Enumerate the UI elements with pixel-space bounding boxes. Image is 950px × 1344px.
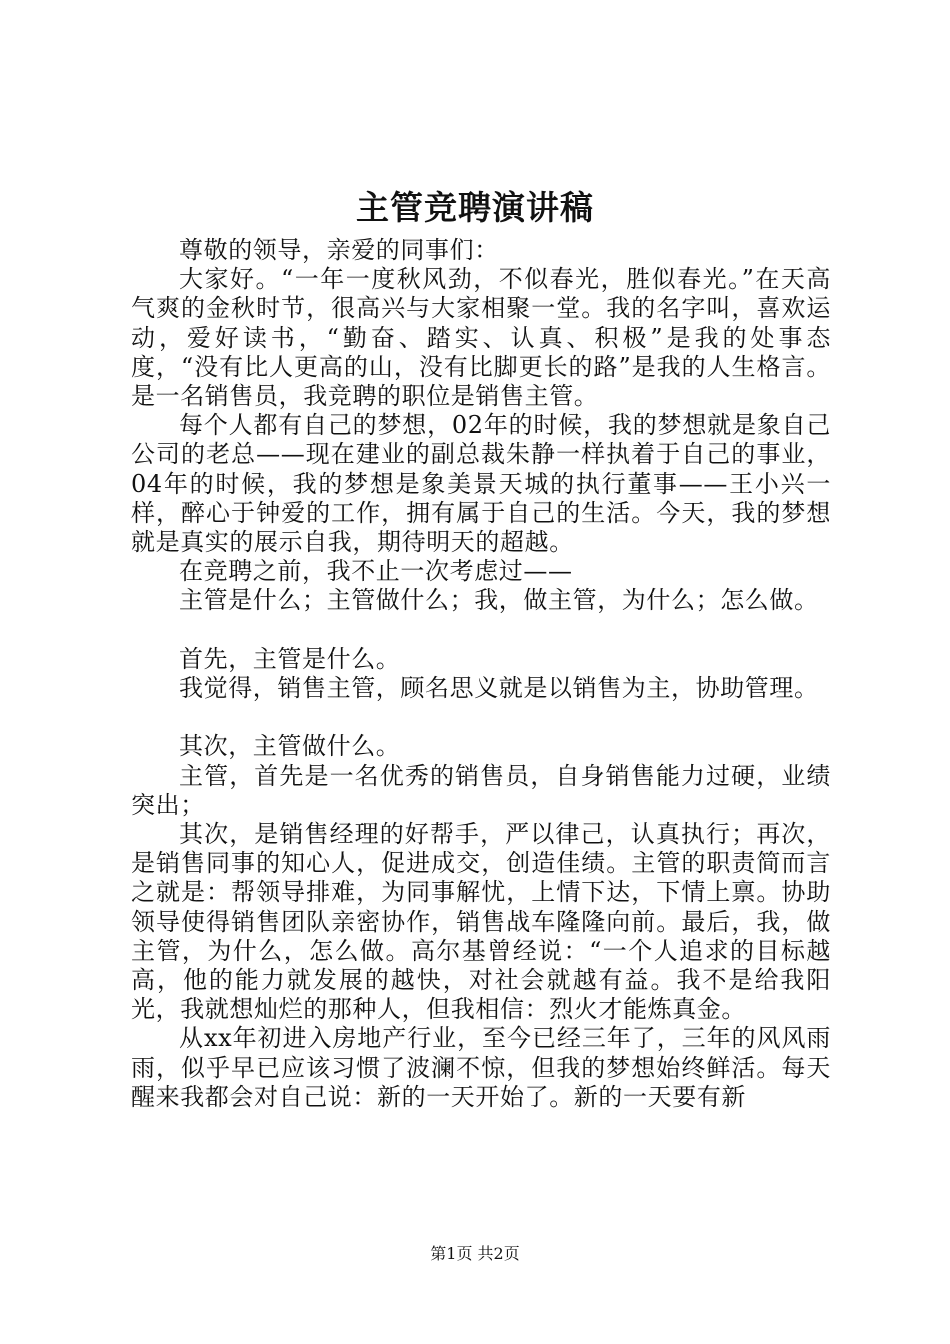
second-point-heading: 其次，主管做什么。 — [179, 732, 401, 761]
duty-paragraph: 主管，首先是一名优秀的销售员，自身销售能力过硬，业绩突出； — [131, 761, 831, 819]
helper-paragraph: 其次，是销售经理的好帮手，严以律己，认真执行；再次，是销售同事的知心人，促进成交，创造佳绩。主管的职责简而言之就是：帮领导排难，为同事解忧，上情下达，下情上禀。协助领导使得销售团队亲密协作，销售战车隆隆向前。最后，我，做主管，为什么，怎么做。高尔基曾经说：“一个人追求的目标越高，他的能力就发展的越快，对社会就越有益。我不是给我阳光，我就想灿烂的那种人，但我相信：烈火才能炼真金。 — [131, 820, 831, 1024]
questions-paragraph: 主管是什么；主管做什么；我，做主管，为什么；怎么做。 — [179, 586, 819, 615]
first-point-paragraph: 我觉得，销售主管，顾名思义就是以销售为主，协助管理。 — [179, 674, 819, 703]
blank-line — [131, 703, 831, 732]
dream-paragraph: 每个人都有自己的梦想，02年的时候，我的梦想就是象自己公司的老总——现在建业的副总裁朱静一样执着于自己的事业，04年的时候，我的梦想是象美景天城的执行董事——王小兴一样，醉心于钟爱的工作，拥有属于自己的生活。今天，我的梦想就是真实的展示自我，期待明天的超越。 — [131, 411, 831, 557]
blank-line — [131, 616, 831, 645]
career-paragraph: 从xx年初进入房地产行业，至今已经三年了，三年的风风雨雨，似乎早已应该习惯了波澜不惊，但我的梦想始终鲜活。每天醒来我都会对自己说：新的一天开始了。新的一天要有新 — [131, 1024, 831, 1111]
salutation-paragraph: 尊敬的领导，亲爱的同事们： — [179, 236, 499, 264]
first-point-heading: 首先，主管是什么。 — [179, 644, 401, 673]
consideration-paragraph: 在竞聘之前，我不止一次考虑过—— — [179, 557, 573, 586]
document-body — [131, 236, 831, 1112]
page-number-footer: 第1页 共2页 — [430, 1244, 520, 1263]
intro-paragraph: 大家好。“一年一度秋风劲，不似春光，胜似春光。”在天高气爽的金秋时节，很高兴与大家相聚一堂。我的名字叫，喜欢运动，爱好读书，“勤奋、踏实、认真、积极”是我的处事态度，“没有比人更高的山，没有比脚更长的路”是我的人生格言。是一名销售员，我竞聘的职位是销售主管。 — [131, 265, 831, 411]
document-title: 主管竞聘演讲稿 — [356, 188, 594, 227]
